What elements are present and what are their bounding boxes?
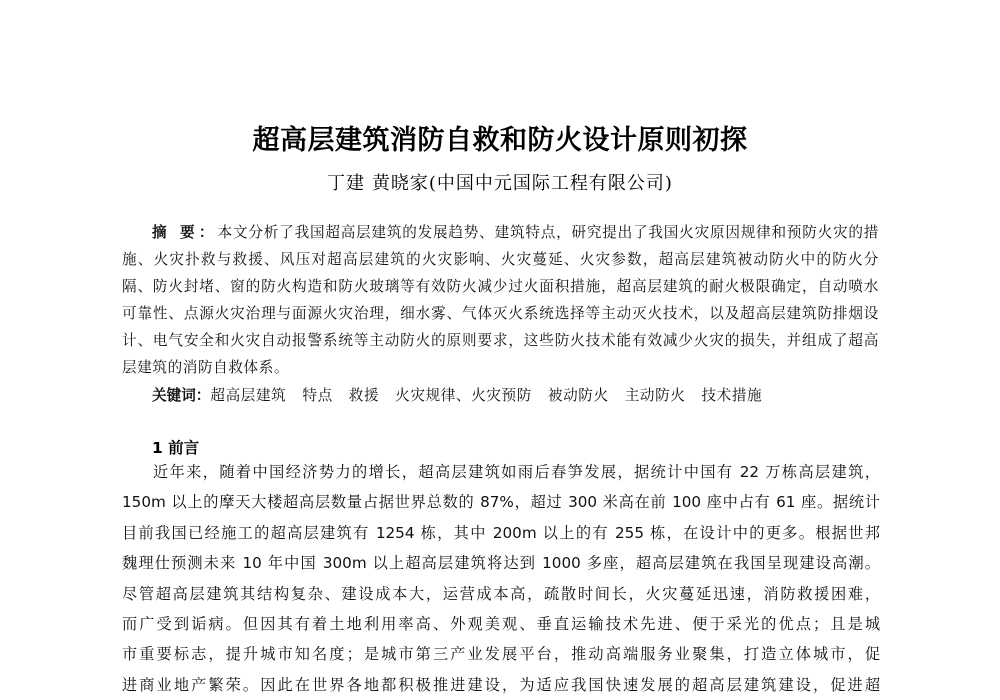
body-line: 而广受到诟病。但因其有着土地利用率高、外观美观、垂直运输技术先进、便于采光的优点；且是城 <box>122 615 880 634</box>
keyword: 技术措施 <box>701 387 763 404</box>
abstract-label: 摘 要： <box>152 224 218 241</box>
keywords-line <box>152 382 879 409</box>
keyword: 超高层建筑 <box>210 387 287 404</box>
keywords-label: 关键词： <box>152 387 211 404</box>
keyword: 主动防火 <box>624 387 686 404</box>
body-line: 目前我国已经施工的超高层建筑有 1254 栋，其中 200m 以上的有 255 栋，在设计中的更多。根据世邦 <box>122 523 880 542</box>
keyword: 特点 <box>302 387 333 404</box>
body-line: 市重要标志，提升城市知名度；是城市第三产业发展平台，推动高端服务业聚集，打造立体城市，促 <box>122 645 880 664</box>
author-line: 丁建 黄晓家(中国中元国际工程有限公司) <box>327 173 673 194</box>
body-line: 魏理仕预测未来 10 年中国 300m 以上超高层建筑将达到 1000 多座，超高层建筑在我国呈现建设高潮。 <box>122 554 880 573</box>
body-line: 进商业地产繁荣。因此在世界各地都积极推进建设，为适应我国快速发展的超高层建筑建设，促进超 <box>122 675 880 694</box>
section-heading: 1 前言 <box>152 439 200 457</box>
keyword: 救援 <box>348 387 380 404</box>
abstract-text: 本文分析了我国超高层建筑的发展趋势、建筑特点，研究提出了我国火灾原因规律和预防火灾的措施、火灾扑救与救援、风压对超高层建筑的火灾影响、火灾蔓延、火灾参数，超高层建筑被动防火中的防火分隔、防火封堵、窗的防火构造和防火玻璃等有效防火减少过火面积措施，超高层建筑的耐火极限确定，自动喷水可靠性、点源火灾治理与面源火灾治理，细水雾、气体灭火系统选择等主动灭火技术，以及超高层建筑防排烟设计、电气安全和火灾自动报警系统等主动防火的原则要求，这些防火技术能有效减少火灾的损失，并组成了超高层建筑的消防自救体系。 <box>122 224 879 376</box>
body-line: 尽管超高层建筑其结构复杂、建设成本大，运营成本高，疏散时间长，火灾蔓延迅速，消防救援困难， <box>122 584 880 603</box>
keyword: 被动防火 <box>547 387 609 404</box>
section-body <box>122 457 880 700</box>
body-line: 近年来，随着中国经济势力的增长，超高层建筑如雨后春笋发展，据统计中国有 22 万栋高层建筑， <box>153 463 880 481</box>
abstract-paragraph <box>122 219 879 381</box>
paper-title: 超高层建筑消防自救和防火设计原则初探 <box>252 125 748 156</box>
body-line: 150m 以上的摩天大楼超高层数量占据世界总数的 87%，超过 300 米高在前 100 座中占有 61 座。据统计 <box>122 493 880 512</box>
keyword: 火灾规律、火灾预防 <box>395 387 532 404</box>
